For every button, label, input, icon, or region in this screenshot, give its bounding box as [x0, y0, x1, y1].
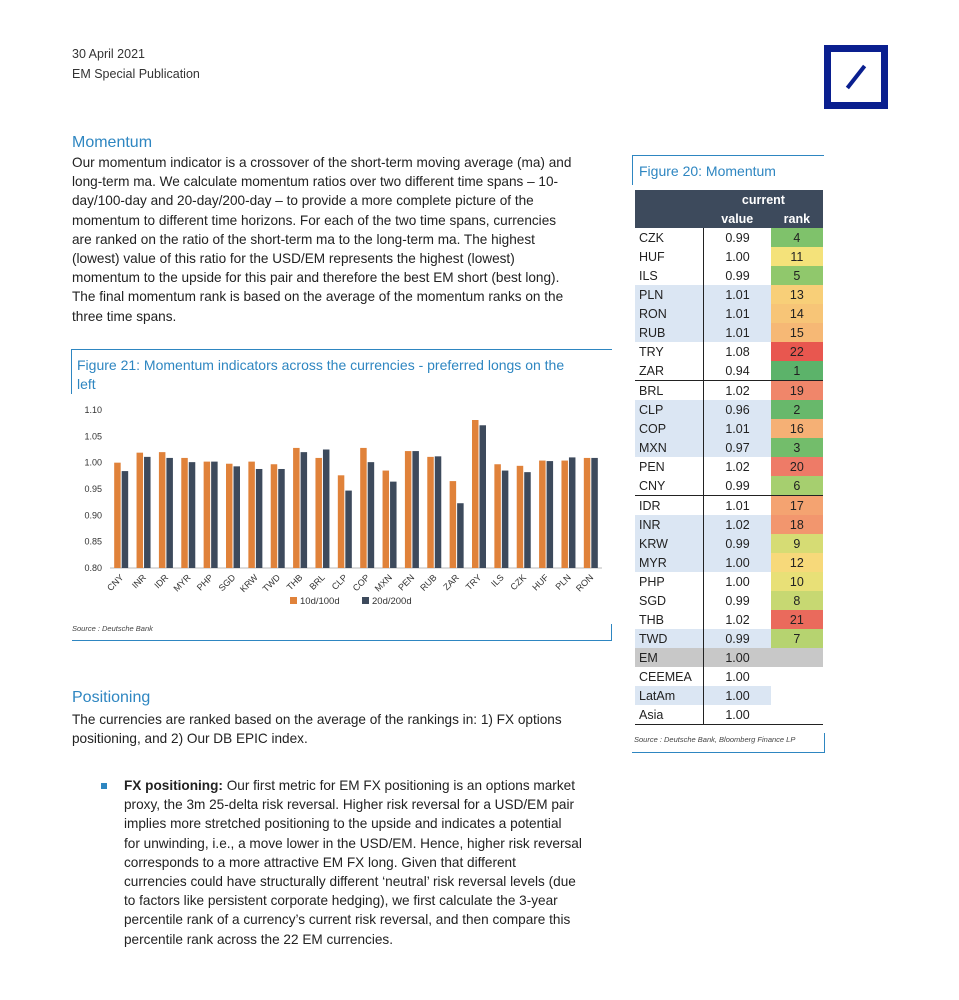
y-tick-label: 1.05: [84, 431, 102, 442]
rank-cell: 9: [771, 534, 823, 553]
figure21-top-rule: [71, 349, 612, 350]
rank-cell: [771, 667, 823, 686]
y-tick-label: 0.85: [84, 536, 102, 547]
momentum-table: [635, 190, 823, 725]
bar-20d-200d-huf: [547, 461, 554, 568]
table-row: [635, 361, 823, 381]
table-header-row: [635, 190, 823, 209]
paragraph-line: positioning, and 2) Our DB EPIC index.: [72, 731, 308, 747]
x-tick-label: RON: [574, 572, 596, 594]
table-row: [635, 553, 823, 572]
table-row-aggregate: [635, 667, 823, 686]
value-cell: 1.08: [704, 342, 771, 361]
paragraph-line: three time spans.: [72, 308, 177, 324]
currency-cell: CZK: [639, 230, 664, 245]
bar-20d-200d-czk: [524, 472, 531, 568]
y-tick-label: 0.90: [84, 510, 102, 521]
legend-label: 10d/100d: [300, 596, 340, 607]
x-tick-label: PEN: [396, 572, 417, 593]
currency-cell: KRW: [635, 534, 704, 553]
bar-20d-200d-zar: [457, 503, 464, 568]
paragraph-line: percentile rank across the 22 EM currencies.: [124, 931, 393, 947]
value-cell: 0.94: [704, 361, 771, 381]
bar-20d-200d-pln: [569, 457, 576, 568]
paragraph-line: long-term ma. We calculate momentum ratios over two different time spans – 10-: [72, 174, 559, 190]
header-current: current: [704, 190, 823, 209]
momentum-paragraph: [72, 153, 612, 326]
value-cell: 1.02: [704, 381, 771, 401]
legend-swatch: [290, 597, 297, 604]
x-tick-label: THB: [284, 572, 305, 593]
rank-cell: 1: [771, 361, 823, 381]
currency-cell: BRL: [635, 381, 704, 401]
table-header-row: [635, 209, 823, 228]
paragraph-line: corresponds to a more attractive EM FX long. Given that different: [124, 854, 516, 870]
rank-cell: 22: [771, 342, 823, 361]
value-cell: 1.01: [704, 285, 771, 304]
currency-cell: EM: [635, 648, 704, 667]
bar-20d-200d-try: [480, 425, 487, 568]
value-cell: 1.02: [704, 610, 771, 629]
x-tick-label: CZK: [508, 572, 529, 593]
x-tick-label: INR: [129, 572, 148, 591]
table-row: [635, 572, 823, 591]
rank-cell: 19: [771, 381, 823, 401]
bar-10d-100d-sgd: [226, 464, 233, 568]
currency-cell: PEN: [639, 459, 665, 474]
figure20-left-rule: [632, 155, 633, 185]
value-cell: 1.00: [704, 553, 771, 572]
currency-cell: ZAR: [639, 363, 664, 378]
publication-name: EM Special Publication: [72, 67, 200, 81]
bar-20d-200d-sgd: [234, 466, 241, 568]
rank-cell: 21: [771, 610, 823, 629]
bar-10d-100d-thb: [293, 448, 300, 568]
y-tick-label: 1.00: [84, 457, 102, 468]
bullet-square-icon: [101, 783, 107, 789]
bar-10d-100d-huf: [539, 461, 546, 568]
header-value: value: [704, 209, 771, 228]
bar-10d-100d-clp: [338, 475, 345, 568]
x-tick-label: BRL: [307, 572, 327, 592]
value-cell: 1.01: [704, 419, 771, 438]
bar-10d-100d-twd: [271, 464, 278, 568]
rank-cell: 18: [771, 515, 823, 534]
x-tick-label: COP: [350, 572, 372, 594]
table-row-aggregate: [635, 705, 823, 725]
table-row: [635, 629, 823, 648]
figure21-right-rule: [611, 624, 612, 641]
table-row: [635, 247, 823, 266]
x-tick-label: PLN: [553, 572, 573, 592]
bar-20d-200d-ron: [591, 458, 598, 568]
paragraph-line: Our first metric for EM FX positioning is an options market: [222, 778, 575, 793]
currency-cell: LatAm: [635, 686, 704, 705]
table-row: [635, 419, 823, 438]
x-tick-label: HUF: [530, 572, 551, 593]
rank-cell: 6: [771, 476, 823, 496]
currency-cell: SGD: [639, 593, 667, 608]
currency-cell: ILS: [639, 268, 658, 283]
bar-10d-100d-cop: [360, 448, 367, 568]
paragraph-line: currencies could have structurally different ‘neutral’ risk reversal levels (due: [124, 874, 576, 890]
bar-20d-200d-rub: [435, 456, 442, 568]
bar-10d-100d-ron: [584, 458, 591, 568]
paragraph-line: to factors like persistent corporate hedging), we first calculate the 3-year: [124, 893, 558, 909]
legend-swatch: [362, 597, 369, 604]
currency-cell: CLP: [635, 400, 704, 419]
value-cell: 1.00: [704, 648, 771, 667]
table-row: [635, 381, 823, 401]
value-cell: 1.00: [704, 247, 771, 266]
paragraph-line: momentum to the upside for this pair and therefore the best EM short (best long).: [72, 270, 560, 286]
x-tick-label: ILS: [489, 572, 506, 589]
value-cell: 0.99: [704, 476, 771, 496]
header-blank: [635, 209, 704, 228]
bar-10d-100d-ils: [494, 464, 501, 568]
momentum-bar-chart: [72, 398, 612, 620]
x-tick-label: MYR: [171, 572, 193, 594]
rank-cell: 14: [771, 304, 823, 323]
value-cell: 1.01: [704, 496, 771, 516]
bar-10d-100d-php: [204, 462, 211, 568]
rank-cell: 15: [771, 323, 823, 342]
rank-cell: 11: [771, 247, 823, 266]
positioning-heading: Positioning: [72, 689, 151, 706]
table-row: [635, 496, 823, 516]
currency-cell: HUF: [639, 249, 665, 264]
value-cell: 0.99: [704, 266, 771, 285]
bar-10d-100d-cny: [114, 463, 121, 568]
positioning-paragraph: [72, 710, 612, 748]
table-row: [635, 438, 823, 457]
value-cell: 0.96: [704, 400, 771, 419]
figure21-source: Source : Deutsche Bank: [72, 624, 153, 633]
x-tick-label: TWD: [260, 572, 283, 594]
rank-cell: 20: [771, 457, 823, 476]
bar-20d-200d-php: [211, 462, 218, 568]
value-cell: 1.01: [704, 323, 771, 342]
currency-cell: INR: [635, 515, 704, 534]
currency-cell: THB: [639, 612, 664, 627]
bar-10d-100d-mxn: [383, 471, 390, 568]
value-cell: 0.99: [704, 591, 771, 610]
paragraph-line: (lowest) value of this ratio for the USD/EM represents the highest (lowest): [72, 251, 515, 267]
bar-20d-200d-cop: [368, 462, 375, 568]
value-cell: 0.97: [704, 438, 771, 457]
currency-cell: RON: [635, 304, 704, 323]
y-tick-label: 0.80: [84, 563, 102, 573]
bar-20d-200d-inr: [144, 457, 151, 568]
table-row: [635, 400, 823, 419]
x-tick-label: IDR: [152, 572, 171, 591]
table-row-em: [635, 648, 823, 667]
table-row: [635, 285, 823, 304]
bar-20d-200d-krw: [256, 469, 263, 568]
bar-20d-200d-idr: [166, 458, 173, 568]
bar-20d-200d-thb: [301, 452, 308, 568]
figure21-title: [77, 356, 611, 394]
bar-20d-200d-myr: [189, 462, 196, 568]
table-row: [635, 228, 823, 247]
currency-cell: MYR: [635, 553, 704, 572]
paragraph-line: are ranked on the ratio of the short-term ma to the long-term ma. The highest: [72, 231, 535, 247]
table-row: [635, 304, 823, 323]
bar-10d-100d-try: [472, 420, 479, 568]
value-cell: 0.99: [704, 228, 771, 247]
value-cell: 1.02: [704, 457, 771, 476]
header-rank: rank: [771, 209, 823, 228]
x-tick-label: PHP: [194, 572, 216, 593]
bar-20d-200d-pen: [412, 451, 419, 568]
table-row: [635, 342, 823, 361]
paragraph-line: day/100-day and 20-day/200-day – to provide a more complete picture of the: [72, 193, 534, 209]
value-cell: 1.00: [704, 705, 771, 725]
bar-10d-100d-inr: [137, 453, 144, 568]
rank-cell: 10: [771, 572, 823, 591]
bar-10d-100d-pln: [561, 461, 568, 568]
bullet-lead: FX positioning:: [124, 778, 223, 793]
rank-cell: 13: [771, 285, 823, 304]
x-tick-label: SGD: [216, 572, 238, 594]
table-row: [635, 323, 823, 342]
bar-10d-100d-czk: [517, 466, 524, 568]
header-blank: [635, 190, 704, 209]
currency-cell: PLN: [635, 285, 704, 304]
x-tick-label: RUB: [418, 572, 439, 593]
bar-20d-200d-mxn: [390, 482, 397, 568]
report-date: 30 April 2021: [72, 47, 145, 61]
currency-cell: TRY: [639, 344, 664, 359]
currency-cell: Asia: [635, 705, 704, 725]
figure21-title-line: Figure 21: Momentum indicators across the currencies - preferred longs on the: [77, 357, 565, 373]
bar-10d-100d-rub: [427, 457, 434, 568]
figure20-source: Source : Deutsche Bank, Bloomberg Finance LP: [634, 735, 796, 744]
figure20-title: Figure 20: Momentum: [639, 163, 776, 179]
bar-10d-100d-zar: [450, 481, 457, 568]
rank-cell: 4: [771, 228, 823, 247]
currency-cell: PHP: [639, 574, 665, 589]
rank-cell: 16: [771, 419, 823, 438]
table-row: [635, 457, 823, 476]
x-tick-label: CLP: [329, 572, 350, 592]
rank-cell: 7: [771, 629, 823, 648]
rank-cell: 2: [771, 400, 823, 419]
x-tick-label: KRW: [237, 572, 260, 595]
currency-cell: TWD: [635, 629, 704, 648]
x-tick-label: MXN: [372, 572, 394, 594]
paragraph-line: for unwinding, i.e., a move lower in the USD/EM. Hence, higher risk reversal: [124, 835, 582, 851]
table-row: [635, 534, 823, 553]
paragraph-line: momentum to different time horizons. For each of the two time spans, currencies: [72, 212, 557, 228]
paragraph-line: The currencies are ranked based on the average of the rankings in: 1) FX options: [72, 712, 562, 727]
paragraph-line: Our momentum indicator is a crossover of the short-term moving average (ma) and: [72, 155, 572, 170]
table-row: [635, 476, 823, 496]
currency-cell: COP: [635, 419, 704, 438]
bar-10d-100d-myr: [181, 458, 188, 568]
rank-cell: 17: [771, 496, 823, 516]
figure21-left-rule: [71, 349, 72, 394]
table-row-aggregate: [635, 686, 823, 705]
figure20-bottom-rule: [632, 752, 825, 753]
rank-cell: 3: [771, 438, 823, 457]
bar-20d-200d-brl: [323, 450, 330, 569]
bar-20d-200d-cny: [122, 471, 129, 568]
table-row: [635, 266, 823, 285]
rank-cell: [771, 648, 823, 667]
figure20-top-rule: [632, 155, 824, 156]
currency-cell: CNY: [639, 478, 666, 493]
table-row: [635, 515, 823, 534]
currency-cell: RUB: [635, 323, 704, 342]
table-row: [635, 610, 823, 629]
legend-label: 20d/200d: [372, 596, 412, 607]
x-tick-label: CNY: [105, 572, 126, 593]
bar-20d-200d-clp: [345, 491, 352, 568]
currency-cell: CEEMEA: [639, 669, 692, 684]
currency-cell: MXN: [635, 438, 704, 457]
x-tick-label: TRY: [463, 572, 484, 593]
figure21-title-line: left: [77, 376, 96, 392]
momentum-heading: Momentum: [72, 134, 153, 151]
bar-20d-200d-twd: [278, 469, 285, 568]
rank-cell: [771, 686, 823, 705]
value-cell: 1.00: [704, 686, 771, 705]
value-cell: 0.99: [704, 629, 771, 648]
fx-positioning-bullet: [124, 776, 612, 949]
bar-20d-200d-ils: [502, 471, 509, 568]
y-tick-label: 0.95: [84, 484, 102, 494]
bar-10d-100d-idr: [159, 452, 166, 568]
table-row: [635, 591, 823, 610]
value-cell: 1.00: [704, 572, 771, 591]
rank-cell: 8: [771, 591, 823, 610]
paragraph-line: percentile rank of a currency’s current risk reversal, and then compare this: [124, 912, 571, 928]
value-cell: 1.00: [704, 667, 771, 686]
paragraph-line: implies more stretched positioning to the upside and indicates a potential: [124, 816, 562, 832]
bar-10d-100d-pen: [405, 451, 412, 568]
momentum-table-wrapper: [635, 190, 823, 725]
figure20-right-rule: [824, 733, 825, 753]
bar-10d-100d-brl: [315, 458, 322, 568]
paragraph-line: proxy, the 3m 25-delta risk reversal. Higher risk reversal for a USD/EM pair: [124, 797, 574, 813]
currency-cell: IDR: [635, 496, 704, 516]
paragraph-line: The final momentum rank is based on the average of the momentum ranks on the: [72, 289, 564, 305]
rank-cell: [771, 705, 823, 725]
bar-10d-100d-krw: [248, 462, 255, 568]
value-cell: 1.01: [704, 304, 771, 323]
rank-cell: 5: [771, 266, 823, 285]
figure21-bottom-rule: [72, 640, 612, 641]
deutsche-bank-logo: [824, 45, 888, 109]
y-tick-label: 1.10: [84, 405, 102, 415]
value-cell: 1.02: [704, 515, 771, 534]
rank-cell: 12: [771, 553, 823, 572]
x-tick-label: ZAR: [441, 572, 462, 593]
value-cell: 0.99: [704, 534, 771, 553]
